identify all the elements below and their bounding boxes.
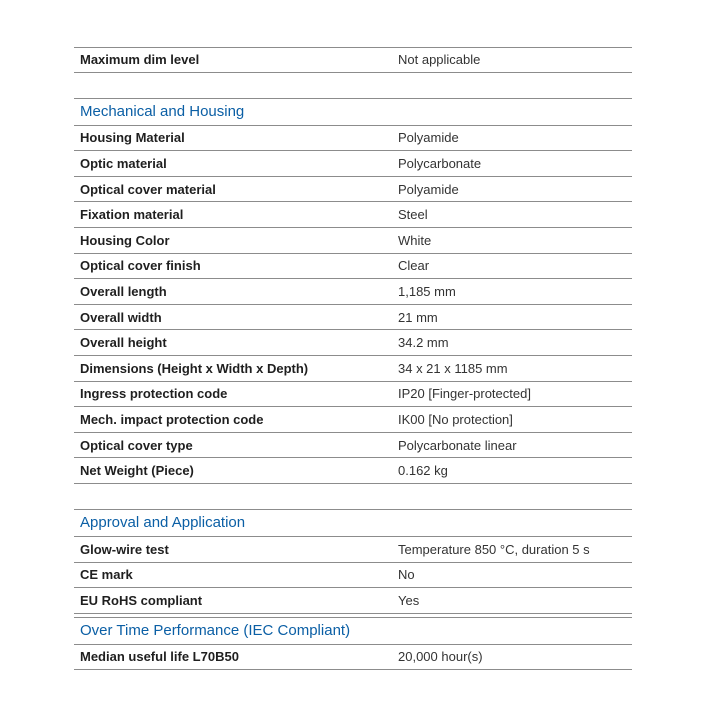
spec-label: CE mark [80,567,133,583]
spec-label: Glow-wire test [80,541,169,557]
spec-row [74,407,632,433]
spec-label: Overall width [80,309,162,325]
spec-row [74,151,632,177]
spec-row [74,458,632,484]
spec-row [74,279,632,305]
spec-value: 34 x 21 x 1185 mm [398,360,508,376]
spec-label: Overall height [80,335,167,351]
spec-row [74,537,632,563]
spec-label: Median useful life L70B50 [80,649,239,665]
spec-row [74,356,632,382]
spec-row [74,202,632,228]
spec-row [74,588,632,614]
spec-value: Yes [398,592,420,608]
spec-label: Optical cover type [80,437,193,453]
spec-value: Temperature 850 °C, duration 5 s [398,541,590,557]
spec-label: Maximum dim level [80,52,200,68]
spec-row [74,382,632,408]
spec-value: 1,185 mm [398,283,456,299]
spec-label: Net Weight (Piece) [80,463,194,479]
spec-row [74,305,632,331]
spec-label: Housing Material [80,130,185,146]
spec-row-max-dim-level [74,47,632,73]
spec-label: Optical cover finish [80,258,201,274]
spec-row [74,645,632,671]
spec-row [74,433,632,459]
spec-label: Ingress protection code [80,386,228,402]
section-title-approval-application: Approval and Application [74,510,632,537]
spec-label: Optic material [80,155,167,171]
spec-value: IP20 [Finger-protected] [398,386,531,402]
spec-label: Dimensions (Height x Width x Depth) [80,360,309,376]
spec-row [74,177,632,203]
spec-row [74,228,632,254]
spec-label: Fixation material [80,207,184,223]
spec-sheet [74,47,632,670]
spec-value: Polyamide [398,130,459,146]
spec-label: Overall length [80,283,167,299]
spec-value: No [398,567,415,583]
spec-label: Housing Color [80,232,170,248]
section-spacer [74,73,632,99]
spec-value: 0.162 kg [398,463,448,479]
section-title-mechanical-housing: Mechanical and Housing [74,99,632,126]
spec-value: Not applicable [398,52,481,68]
spec-value: 20,000 hour(s) [398,649,483,665]
spec-row [74,254,632,280]
spec-label: EU RoHS compliant [80,592,203,608]
spec-value: 34.2 mm [398,335,449,351]
section-spacer [74,484,632,510]
spec-value: Steel [398,207,428,223]
section-title-over-time-performance: Over Time Performance (IEC Compliant) [74,618,632,645]
spec-row [74,126,632,152]
spec-row [74,563,632,589]
spec-row [74,330,632,356]
spec-value: Polyamide [398,181,459,197]
spec-value: Polycarbonate [398,155,482,171]
spec-value: 21 mm [398,309,438,325]
spec-value: White [398,232,432,248]
spec-value: Polycarbonate linear [398,437,517,453]
spec-value: IK00 [No protection] [398,411,513,427]
spec-label: Mech. impact protection code [80,411,264,427]
spec-label: Optical cover material [80,181,216,197]
spec-value: Clear [398,258,430,274]
